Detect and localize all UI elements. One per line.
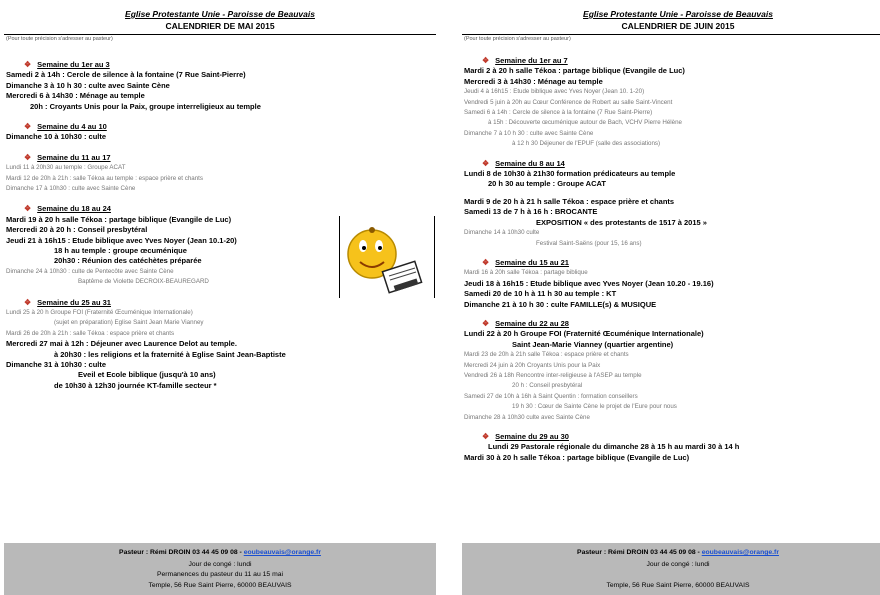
event-line: Lundi 8 de 10h30 à 21h30 formation prédicateurs au temple: [464, 169, 676, 178]
event-line: Jeudi 18 à 16h15 : Etude biblique avec Yves Noyer (Jean 10.20 - 19.16): [464, 278, 714, 288]
event-line: Saint Jean-Marie Vianney (quartier argentine): [512, 339, 674, 349]
page-header: [4, 8, 436, 32]
week-heading: ❖ Semaine du 8 au 14: [482, 158, 565, 168]
event-line: Lundi 11 à 20h30 au temple : Groupe ACAT: [6, 164, 126, 172]
event-line: Dimanche 21 à 10 h 30 : culte FAMILLE(s) & MUSIQUE: [464, 299, 657, 309]
event-line: Vendredi 5 juin à 20h au Cœur Conférence de Robert au salle Saint-Vincent: [464, 98, 673, 106]
bullet-icon: ❖: [482, 258, 490, 268]
event-line: Mercredi 6 à 14h30 : Ménage au temple: [6, 91, 145, 101]
parish-title: Eglise Protestante Unie - Paroisse de Beauvais: [125, 9, 315, 19]
event-line: Mardi 2 à 20 h salle Tékoa : partage biblique (Evangile de Luc): [464, 66, 685, 76]
bullet-icon: ❖: [24, 204, 32, 214]
bullet-icon: ❖: [482, 319, 490, 329]
event-line: Dimanche 31 à 10h30 : culte: [6, 360, 107, 369]
week-heading: ❖ Semaine du 4 au 10: [24, 122, 107, 131]
day-off: Jour de congé : lundi: [646, 561, 710, 568]
event-line: 20h30 : Réunion des catéchètes préparée: [54, 256, 202, 266]
page-june: [462, 0, 880, 595]
event-line: Dimanche 24 à 10h30 : culte de Pentecôte avec Sainte Cène: [6, 267, 174, 275]
event-line: 20 h 30 au temple : Groupe ACAT: [488, 179, 606, 189]
event-line: Mardi 12 de 20h à 21h : salle Tékoa au temple : espace prière et chants: [6, 174, 203, 182]
office-hours: Permanences du pasteur du 11 au 15 mai: [156, 571, 284, 578]
bullet-icon: ❖: [24, 60, 32, 69]
reading-smiley-picture: [339, 216, 435, 298]
event-line: Baptême de Violette DECROIX-BEAUREGARD: [78, 278, 209, 286]
event-line: Samedi 2 à 14h : Cercle de silence à la fontaine (7 Rue Saint-Pierre): [6, 70, 246, 80]
email-link[interactable]: eoubeauvais@orange.fr: [701, 549, 779, 556]
page-header: [462, 8, 880, 32]
event-line: 18 h au temple : groupe œcuménique: [54, 246, 187, 255]
pastor-contact: Pasteur : Rémi DROIN 03 44 45 09 08 - eoubeauvais@orange.fr: [577, 549, 779, 556]
parish-title: Eglise Protestante Unie - Paroisse de Beauvais: [583, 9, 773, 19]
event-line: Samedi 13 de 7 h à 16 h : BROCANTE: [464, 207, 598, 217]
event-line: de 10h30 à 12h30 journée KT-famille secteur *: [54, 380, 217, 390]
calendar-title: CALENDRIER DE JUIN 2015: [621, 21, 735, 31]
event-line: Mardi 16 à 20h salle Tékoa : partage biblique: [464, 269, 588, 277]
event-line: 20 h : Conseil presbytéral: [512, 382, 583, 390]
event-line: Mardi 26 de 20h à 21h : salle Tékoa : espace prière et chants: [6, 329, 175, 337]
page-footer: [4, 543, 436, 595]
event-line: à 20h30 : les religions et la fraternité à Eglise Saint Jean-Baptiste: [54, 349, 286, 359]
event-line: à 15h : Découverte œcuménique autour de Bach, VCHV Pierre Hélène: [488, 119, 682, 127]
event-line: Festival Saint-Saëns (pour 15, 16 ans): [536, 239, 642, 247]
day-off: Jour de congé : lundi: [188, 561, 252, 568]
event-line: Mercredi 27 mai à 12h : Déjeuner avec Laurence Delot au temple.: [6, 339, 237, 349]
event-line: EXPOSITION « des protestants de 1517 à 2015 »: [536, 217, 707, 227]
event-line: Jeudi 4 à 16h15 : Etude biblique avec Yves Noyer (Jean 10. 1-20): [464, 88, 645, 96]
week-heading: ❖ Semaine du 1er au 7: [482, 56, 568, 65]
event-line: Eveil et Ecole biblique (jusqu'à 10 ans): [78, 370, 216, 380]
week-heading: ❖ Semaine du 1er au 3: [24, 60, 110, 69]
contact-note: (Pour toute précision s'adresser au pasteur): [464, 36, 571, 42]
bullet-icon: ❖: [482, 158, 490, 168]
event-line: Mardi 9 de 20 h à 21 h salle Tékoa : espace prière et chants: [464, 197, 675, 207]
event-line: Jeudi 21 à 16h15 : Etude biblique avec Yves Noyer (Jean 10.1-20): [6, 235, 237, 245]
event-line: Lundi 25 à 20 h Groupe FOI (Fraternité Œcuménique Internationale): [6, 309, 193, 316]
event-line: Mardi 30 à 20 h salle Tékoa : partage biblique (Evangile de Luc): [464, 452, 690, 462]
event-line: Samedi 20 de 10 h à 11 h 30 au temple : KT: [464, 289, 617, 299]
week-heading: ❖ Semaine du 22 au 28: [482, 319, 569, 329]
week-heading: ❖ Semaine du 29 au 30: [482, 432, 569, 442]
week-heading: ❖ Semaine du 15 au 21: [482, 258, 569, 268]
page-may: [4, 0, 436, 595]
calendar-title: CALENDRIER DE MAI 2015: [165, 21, 275, 31]
event-line: 20h : Croyants Unis pour la Paix, groupe interreligieux au temple: [30, 101, 261, 111]
bullet-icon: ❖: [24, 297, 32, 307]
event-line: Samedi 27 de 10h à 16h à Saint Quentin : formation conseillers: [464, 392, 638, 400]
event-line: Dimanche 17 à 10h30 : culte avec Sainte Cène: [6, 185, 136, 192]
event-line: Mercredi 3 à 14h30 : Ménage au temple: [464, 76, 603, 86]
bullet-icon: ❖: [24, 122, 32, 131]
bullet-icon: ❖: [24, 152, 32, 162]
event-line: Dimanche 7 à 10 h 30 : culte avec Sainte Cène: [464, 129, 594, 137]
event-line: Samedi 6 à 14h : Cercle de silence à la fontaine (7 Rue Saint-Pierre): [464, 109, 653, 116]
reading-smiley-icon: [339, 216, 435, 298]
event-line: à 12 h 30 Déjeuner de l'EPUF (salle des associations): [512, 140, 661, 148]
event-line: Mercredi 24 juin à 20h Croyants Unis pour la Paix: [464, 361, 601, 369]
temple-address: Temple, 56 Rue Saint Pierre, 60000 BEAUVAIS: [606, 582, 750, 589]
event-line: Dimanche 3 à 10 h 30 : culte avec Sainte Cène: [6, 80, 170, 90]
header-rule: [462, 34, 880, 35]
event-line: (sujet en préparation) Eglise Saint Jean Marie Vianney: [54, 319, 204, 327]
week-heading: ❖ Semaine du 18 au 24: [24, 204, 111, 214]
week-heading: ❖ Semaine du 11 au 17: [24, 152, 111, 162]
bullet-icon: ❖: [482, 432, 490, 442]
event-line: Mardi 23 de 20h à 21h salle Tékoa : espace prière et chants: [464, 351, 629, 359]
event-line: Lundi 29 Pastorale régionale du dimanche 28 à 15 h au mardi 30 à 14 h: [488, 442, 740, 452]
event-line: Vendredi 26 à 18h Rencontre inter-religieuse à l'ASEP au temple: [464, 372, 642, 380]
pastor-contact: Pasteur : Rémi DROIN 03 44 45 09 08 - eoubeauvais@orange.fr: [119, 549, 321, 556]
event-line: Dimanche 14 à 10h30 culte: [464, 229, 540, 237]
event-line: 19 h 30 : Cœur de Sainte Cène le projet de l'Eure pour nous: [512, 403, 677, 411]
email-link[interactable]: eoubeauvais@orange.fr: [243, 549, 321, 556]
page-footer: [462, 543, 880, 595]
event-line: Mardi 19 à 20 h salle Tékoa : partage biblique (Evangile de Luc): [6, 214, 232, 224]
event-line: Dimanche 28 à 10h30 culte avec Sainte Cène: [464, 413, 590, 421]
temple-address: Temple, 56 Rue Saint Pierre, 60000 BEAUVAIS: [148, 582, 292, 589]
week-heading: ❖ Semaine du 25 au 31: [24, 297, 111, 307]
event-line: Lundi 22 à 20 h Groupe FOI (Fraternité Œcuménique Internationale): [464, 329, 704, 339]
event-line: Dimanche 10 à 10h30 : culte: [6, 132, 107, 142]
bullet-icon: ❖: [482, 56, 490, 65]
header-rule: [4, 34, 436, 35]
contact-note: (Pour toute précision s'adresser au pasteur): [6, 36, 113, 42]
event-line: Mercredi 20 à 20 h : Conseil presbytéral: [6, 225, 148, 235]
